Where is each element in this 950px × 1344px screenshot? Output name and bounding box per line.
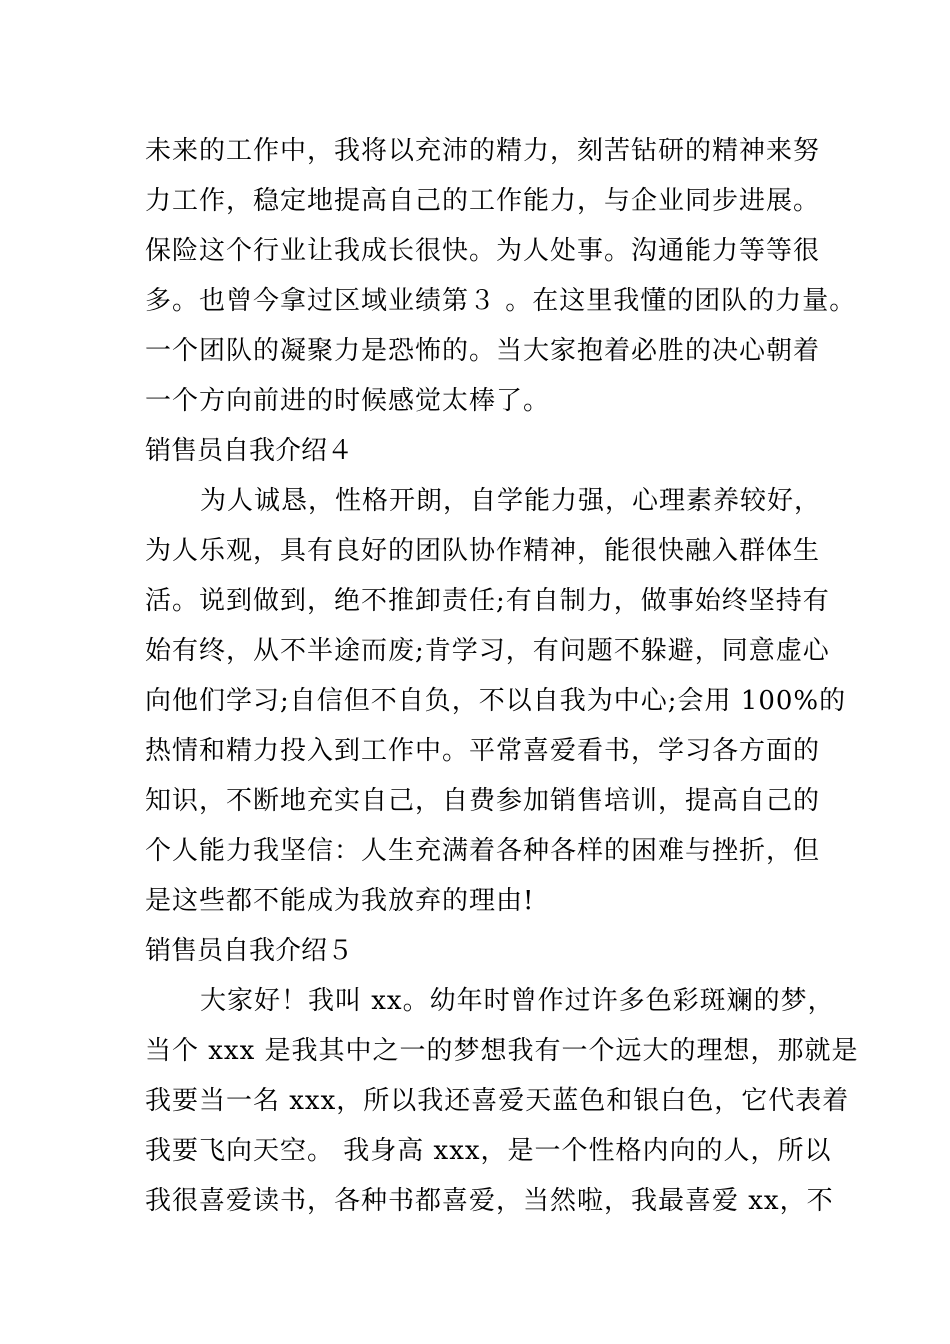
paragraph-line: 是这些都不能成为我放弃的理由!: [145, 886, 535, 916]
paragraph-line: 为人诚恳，性格开朗，自学能力强，心理素养较好，: [200, 486, 822, 516]
paragraph-line: 始有终，从不半途而废;肯学习，有问题不躲避，同意虚心: [145, 636, 830, 666]
section-heading: 销售员自我介绍５: [145, 936, 354, 966]
paragraph-line: 多。也曾今拿过区域业绩第３ 。在这里我懂的团队的力量。: [145, 286, 857, 316]
paragraph-line: 一个团队的凝聚力是恐怖的。当大家抱着必胜的决心朝着: [145, 336, 821, 366]
paragraph-line: 为人乐观，具有良好的团队协作精神，能很快融入群体生: [145, 536, 821, 566]
paragraph-line: 一个方向前进的时候感觉太棒了。: [145, 386, 551, 416]
paragraph-line: 未来的工作中，我将以充沛的精力，刻苦钻研的精神来努: [145, 136, 821, 166]
paragraph-line: 我要当一名 xxx，所以我还喜爱天蓝色和银白色，它代表着: [145, 1086, 850, 1116]
section-heading: 销售员自我介绍４: [145, 436, 354, 466]
paragraph-line: 保险这个行业让我成长很快。为人处事。沟通能力等等很: [145, 236, 821, 266]
paragraph-line: 向他们学习;自信但不自负，不以自我为中心;会用 100%的: [145, 686, 847, 716]
paragraph-line: 大家好！我叫 xx。幼年时曾作过许多色彩斑斓的梦，: [200, 986, 835, 1016]
paragraph-line: 力工作，稳定地提高自己的工作能力，与企业同步进展。: [145, 186, 821, 216]
paragraph-line: 个人能力我坚信：人生充满着各种各样的困难与挫折，但: [145, 836, 821, 866]
paragraph-line: 知识，不断地充实自己，自费参加销售培训，提高自己的: [145, 786, 821, 816]
paragraph-line: 我很喜爱读书，各种书都喜爱，当然啦，我最喜爱 xx，不: [145, 1186, 834, 1216]
paragraph-line: 当个 xxx 是我其中之一的梦想我有一个远大的理想，那就是: [145, 1036, 859, 1066]
paragraph-line: 热情和精力投入到工作中。平常喜爱看书，学习各方面的: [145, 736, 821, 766]
paragraph-line: 我要飞向天空。 我身高 xxx，是一个性格内向的人，所以: [145, 1136, 832, 1166]
paragraph-line: 活。说到做到，绝不推卸责任;有自制力，做事始终坚持有: [145, 586, 830, 616]
